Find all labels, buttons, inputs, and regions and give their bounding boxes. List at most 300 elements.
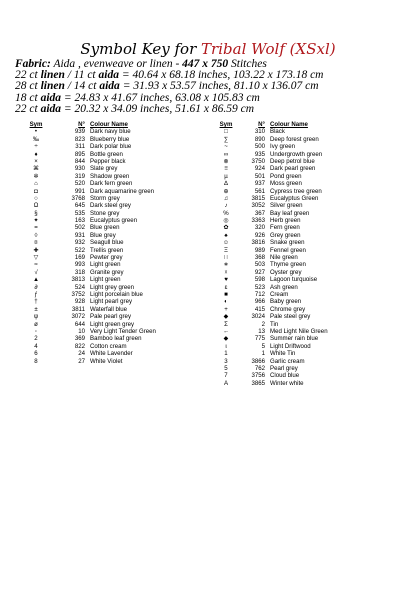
colour-name-cell: Undergrowth green [270, 150, 323, 158]
size-bold-2: aida [99, 80, 120, 93]
dmc-number-cell: 935 [254, 150, 265, 158]
table-row [14, 298, 200, 305]
num-header: N° [258, 121, 265, 128]
colour-name-cell: Light pearl grey [90, 298, 133, 306]
dmc-number-cell: 3816 [251, 239, 265, 247]
table-row [213, 328, 380, 335]
dmc-number-cell: 367 [254, 209, 265, 217]
dmc-number-cell: 535 [74, 209, 85, 217]
dmc-number-cell: 524 [74, 283, 85, 291]
dmc-number-cell: 311 [75, 143, 85, 151]
table-row [14, 350, 200, 357]
colour-name-cell: Pepper black [90, 157, 126, 165]
table-row [213, 165, 380, 172]
table-row [14, 232, 200, 239]
dmc-number-cell: 503 [254, 261, 265, 269]
dmc-number-cell: 13 [258, 327, 265, 335]
table-row [213, 180, 380, 187]
table-row [213, 210, 380, 217]
symbol-cell: ⊗ [223, 157, 229, 165]
symbol-cell: 8 [34, 357, 38, 365]
table-row [213, 313, 380, 320]
table-row [213, 188, 380, 195]
symbol-cell: √ [34, 268, 38, 276]
symbol-cell: ✦ [33, 217, 39, 225]
dmc-number-cell: 890 [254, 135, 265, 143]
symbol-cell: ○ [34, 194, 38, 202]
table-row [14, 343, 200, 350]
symbol-cell: ◐ [224, 298, 228, 306]
dmc-number-cell: 927 [254, 268, 265, 276]
table-row [213, 380, 380, 387]
symbol-cell: ι [225, 342, 227, 350]
colour-name-cell: Cypress tree green [270, 187, 322, 195]
dmc-number-cell: 844 [74, 157, 85, 165]
dmc-number-cell: 598 [254, 276, 265, 284]
dmc-number-cell: 368 [254, 254, 265, 262]
symbol-cell: ◊ [34, 231, 38, 239]
dmc-number-cell: 523 [254, 283, 265, 291]
dmc-number-cell: 3024 [251, 313, 265, 321]
dmc-number-cell: 932 [74, 239, 85, 247]
symbol-cell: ♫ [223, 194, 229, 202]
symbol-cell: Σ [224, 320, 228, 328]
dmc-number-cell: 502 [74, 224, 85, 232]
symbol-cell: ▽ [33, 254, 39, 262]
table-row [213, 254, 380, 261]
colour-name-cell: Cream [270, 290, 289, 298]
colour-name-cell: White Violet [90, 357, 123, 365]
colour-name-cell: Garlic cream [270, 357, 305, 365]
symbol-cell: ⊕ [223, 187, 229, 195]
symbol-cell: ◘ [34, 187, 38, 195]
size-prefix: 22 ct [15, 69, 41, 82]
symbol-cell: ⌘ [32, 165, 40, 173]
dmc-number-cell: 3813 [71, 276, 85, 284]
table-row [213, 232, 380, 239]
table-row [14, 188, 200, 195]
colour-name-cell: Deep petrol blue [270, 157, 315, 165]
symbol-cell: ∞ [223, 150, 229, 158]
colour-name-cell: Blue grey [90, 231, 116, 239]
size-bold-1: linen [40, 69, 65, 82]
symbol-cell: ■ [224, 290, 228, 298]
colour-name-cell: Deep forest green [270, 135, 319, 143]
colour-name-cell: Summer rain blue [270, 335, 319, 343]
symbol-cell: ƒ [34, 290, 38, 298]
dmc-number-cell: 991 [74, 187, 85, 195]
left-symbol-table [14, 121, 200, 365]
table-row [14, 158, 200, 165]
colour-name-cell: Light grey green [90, 283, 135, 291]
dmc-number-cell: 712 [254, 290, 265, 298]
colour-name-cell: Dark pearl green [270, 165, 316, 173]
symbol-cell: ♥ [224, 276, 228, 284]
table-row [14, 136, 200, 143]
dmc-number-cell: 762 [254, 364, 265, 372]
symbol-cell: 3 [224, 357, 228, 365]
size-rest: = 24.83 x 41.67 inches, 63.08 x 105.83 cm [61, 91, 260, 104]
dmc-number-cell: 501 [254, 172, 265, 180]
table-row [14, 335, 200, 342]
size-rest: = 20.32 x 34.09 inches, 51.61 x 86.59 cm [61, 102, 255, 115]
dmc-number-cell: 924 [254, 165, 265, 173]
colour-name-cell: Fennel green [270, 246, 306, 254]
table-row [213, 128, 380, 135]
symbol-cell: Ω [33, 202, 39, 210]
dmc-number-cell: 319 [74, 172, 85, 180]
size-bold-2: aida [98, 69, 119, 82]
dmc-number-cell: 522 [74, 246, 85, 254]
dmc-number-cell: 369 [74, 335, 85, 343]
table-row [213, 136, 380, 143]
dmc-number-cell: 966 [254, 298, 265, 306]
dmc-number-cell: 3752 [71, 290, 85, 298]
symbol-cell: ≡ [224, 165, 228, 173]
table-row [213, 173, 380, 180]
symbol-cell: ~ [224, 143, 228, 151]
colour-name-cell: Granite grey [90, 268, 124, 276]
symbol-cell: µ [224, 172, 228, 180]
colour-name-cell: Pale steel grey [270, 313, 311, 321]
symbol-cell: ♦ [34, 150, 38, 158]
colour-name-cell: Dark aquamarine green [90, 187, 155, 195]
symbol-cell: ☺ [222, 239, 230, 247]
symbol-cell: = [34, 224, 38, 232]
table-header [213, 121, 380, 128]
colour-name-cell: Silver green [270, 202, 303, 210]
table-row [14, 284, 200, 291]
size-bold-1: linen [40, 80, 65, 93]
colour-name-cell: Baby green [270, 298, 302, 306]
colour-name-cell: Dark polar blue [90, 143, 132, 151]
table-row [213, 261, 380, 268]
table-row [14, 239, 200, 246]
dmc-number-cell: 415 [254, 305, 265, 313]
dmc-number-cell: 3756 [251, 372, 265, 380]
colour-name-cell: Dark fern green [90, 180, 133, 188]
sym-header: Sym [219, 121, 233, 128]
size-bold-1: aida [40, 91, 62, 104]
dmc-number-cell: 561 [254, 187, 265, 195]
symbol-cell: ≈ [34, 261, 38, 269]
dmc-number-cell: 645 [74, 202, 85, 210]
dmc-number-cell: 3072 [71, 313, 85, 321]
dmc-number-cell: 930 [74, 165, 85, 173]
table-row [14, 321, 200, 328]
table-row [14, 291, 200, 298]
colour-name-cell: Blueberry blue [90, 135, 130, 143]
symbol-cell: % [223, 209, 229, 217]
table-row [14, 180, 200, 187]
dmc-number-cell: 3750 [251, 157, 265, 165]
table-row [14, 247, 200, 254]
colour-name-cell: Waterfall blue [90, 305, 128, 313]
dmc-number-cell: 10 [78, 327, 85, 335]
fabric-text: Aida , evenweave or linen - [53, 58, 183, 70]
colour-name-cell: Thyme green [270, 261, 306, 269]
size-prefix: 28 ct [15, 80, 41, 93]
symbol-cell: ✿ [223, 224, 229, 232]
symbol-cell: ∆ [224, 180, 228, 188]
colour-name-cell: Cloud blue [270, 372, 300, 380]
dmc-number-cell: 2 [261, 320, 265, 328]
colour-name-cell: Eucalyptus Green [270, 194, 319, 202]
table-row [213, 350, 380, 357]
colour-name-cell: Bamboo leaf green [90, 335, 142, 343]
symbol-cell: ✲ [33, 172, 39, 180]
dmc-number-cell: 520 [74, 180, 85, 188]
colour-name-cell: White Tin [270, 350, 296, 358]
size-prefix: 22 ct [15, 102, 41, 115]
colour-name-cell: Slate grey [90, 165, 118, 173]
symbol-cell: ∂ [34, 283, 38, 291]
dmc-number-cell: 3815 [251, 194, 265, 202]
symbol-cell: § [34, 209, 38, 217]
colour-name-cell: Pale pearl grey [90, 313, 131, 321]
dmc-number-cell: 169 [74, 254, 85, 262]
symbol-cell: ɛ [224, 283, 228, 291]
colour-name-cell: Dark steel grey [90, 202, 131, 210]
colour-name-cell: Winter white [270, 379, 304, 387]
table-row [213, 269, 380, 276]
table-row [14, 128, 200, 135]
symbol-cell: • [34, 128, 38, 136]
table-row [14, 210, 200, 217]
table-row [213, 151, 380, 158]
dmc-number-cell: 993 [74, 261, 85, 269]
symbol-cell: Ξ [224, 246, 228, 254]
colour-name-cell: Snake green [270, 239, 305, 247]
table-row [213, 306, 380, 313]
colour-name-cell: Nile green [270, 254, 298, 262]
table-row [14, 276, 200, 283]
table-row [14, 151, 200, 158]
size-bold-1: aida [40, 102, 62, 115]
sym-header: Sym [29, 121, 43, 128]
colour-name-cell: Moss green [270, 180, 302, 188]
symbol-cell: ← [222, 327, 230, 335]
table-header [14, 121, 200, 128]
size-mid: / 11 ct [64, 69, 99, 82]
symbol-cell: ⌂ [34, 180, 38, 188]
symbol-cell: ÷ [34, 143, 38, 151]
colour-name-cell: Storm grey [90, 194, 120, 202]
symbol-cell: 1 [224, 350, 228, 358]
symbol-cell: ◆ [223, 313, 229, 321]
table-row [213, 217, 380, 224]
table-row [14, 328, 200, 335]
dmc-number-cell: 928 [74, 298, 85, 306]
dmc-number-cell: 320 [254, 224, 265, 232]
dmc-number-cell: 500 [254, 143, 265, 151]
colour-name-cell: Stone grey [90, 209, 120, 217]
size-line [15, 104, 407, 115]
symbol-cell: ✚ [33, 246, 39, 254]
colour-name-cell: Herb green [270, 217, 301, 225]
name-header: Colour Name [90, 121, 128, 128]
table-row [213, 239, 380, 246]
colour-name-cell: Pond green [270, 172, 302, 180]
symbol-cell: + [224, 305, 228, 313]
dmc-number-cell: 931 [74, 231, 85, 239]
symbol-cell: † [34, 298, 38, 306]
table-row [213, 321, 380, 328]
colour-name-cell: Cotton cream [90, 342, 127, 350]
dmc-number-cell: 823 [74, 135, 85, 143]
colour-name-cell: Pearl grey [270, 364, 298, 372]
title-accent: Tribal Wolf (XSxl) [201, 40, 336, 58]
dmc-number-cell: 895 [74, 150, 85, 158]
size-rest: = 40.64 x 68.18 inches, 103.22 x 173.18 cm [118, 69, 324, 82]
fabric-suffix: Stitches [228, 58, 267, 70]
colour-name-cell: Very Light Tender Green [90, 327, 156, 335]
dmc-number-cell: 939 [74, 128, 85, 136]
table-row [213, 284, 380, 291]
table-row [14, 224, 200, 231]
symbol-cell: × [34, 157, 38, 165]
symbol-cell: ♠ [224, 231, 228, 239]
fabric-specs [15, 59, 407, 115]
colour-name-cell: Blue green [90, 224, 120, 232]
table-row [14, 313, 200, 320]
colour-name-cell: Trellis green [90, 246, 124, 254]
dmc-number-cell: 27 [78, 357, 85, 365]
table-row [213, 291, 380, 298]
colour-name-cell: Light Driftwood [270, 342, 311, 350]
symbol-cell: 2 [34, 335, 38, 343]
colour-name-cell: Bay leaf green [270, 209, 310, 217]
symbol-cell: ☓ [224, 268, 228, 276]
size-prefix: 18 ct [15, 91, 41, 104]
colour-name-cell: Grey green [270, 231, 301, 239]
size-mid: / 14 ct [64, 80, 100, 93]
colour-name-cell: Pewter grey [90, 254, 123, 262]
dmc-number-cell: 163 [74, 217, 85, 225]
colour-name-cell: Light green grey [90, 320, 135, 328]
table-row [213, 247, 380, 254]
symbol-cell: A [223, 379, 229, 387]
dmc-number-cell: 937 [254, 180, 265, 188]
table-row [14, 261, 200, 268]
right-symbol-table [213, 121, 380, 387]
table-row [213, 358, 380, 365]
colour-name-cell: Eucalyptus green [90, 217, 138, 225]
colour-name-cell: Seagull blue [90, 239, 124, 247]
table-row [14, 358, 200, 365]
symbol-cell: ∗ [223, 261, 229, 269]
table-row [14, 195, 200, 202]
dmc-number-cell: 310 [254, 128, 265, 136]
page-title [0, 40, 416, 58]
symbol-cell: ◎ [223, 217, 229, 225]
table-row [14, 306, 200, 313]
table-row [213, 372, 380, 379]
colour-name-cell: White Lavender [90, 350, 133, 358]
symbol-cell: 4 [34, 342, 38, 350]
dmc-number-cell: 3768 [71, 194, 85, 202]
table-row [14, 143, 200, 150]
fabric-label: Fabric: [15, 58, 51, 70]
colour-name-cell: Tin [270, 320, 279, 328]
dmc-number-cell: 822 [74, 342, 85, 350]
dmc-number-cell: 24 [78, 350, 85, 358]
dmc-number-cell: 3865 [251, 379, 265, 387]
table-row [213, 158, 380, 165]
dmc-number-cell: 1 [261, 350, 265, 358]
colour-name-cell: Ivy green [270, 143, 296, 151]
symbol-cell: 6 [34, 350, 38, 358]
colour-name-cell: Ash green [270, 283, 298, 291]
table-row [213, 143, 380, 150]
symbol-cell: ◦ [34, 327, 38, 335]
table-row [14, 202, 200, 209]
colour-name-cell: Light green [90, 261, 121, 269]
table-row [213, 195, 380, 202]
colour-name-cell: Lagoon turquoise [270, 276, 318, 284]
table-row [14, 269, 200, 276]
dmc-number-cell: 775 [254, 335, 265, 343]
num-header: N° [78, 121, 85, 128]
symbol-cell: 5 [224, 364, 228, 372]
dmc-number-cell: 3363 [251, 217, 265, 225]
size-lines [15, 70, 407, 115]
fabric-stitches: 447 x 750 [182, 58, 229, 70]
dmc-number-cell: 3811 [71, 305, 85, 313]
symbol-cell: ∑ [223, 135, 229, 143]
colour-name-cell: Chrome grey [270, 305, 306, 313]
colour-name-cell: Light green [90, 276, 121, 284]
symbol-cell: ‰ [32, 135, 40, 143]
dmc-number-cell: 989 [254, 246, 265, 254]
symbol-cell: ¤ [34, 239, 38, 247]
table-row [14, 173, 200, 180]
colour-name-cell: Oyster grey [270, 268, 302, 276]
colour-name-cell: Med Light Nile Green [270, 327, 328, 335]
symbol-cell: ± [34, 305, 38, 313]
colour-name-cell: Shadow green [90, 172, 130, 180]
colour-name-cell: Dark navy blue [90, 128, 131, 136]
dmc-number-cell: 3866 [251, 357, 265, 365]
colour-name-cell: Fern green [270, 224, 300, 232]
symbol-cell: ψ [33, 313, 39, 321]
symbol-cell: ♪ [224, 202, 228, 210]
table-row [213, 224, 380, 231]
dmc-number-cell: 926 [254, 231, 265, 239]
symbol-cell: ø [34, 320, 38, 328]
table-row [14, 254, 200, 261]
table-row [14, 217, 200, 224]
colour-name-cell: Black [270, 128, 285, 136]
size-rest: = 31.93 x 53.57 inches, 81.10 x 136.07 cm [119, 80, 319, 93]
table-row [213, 365, 380, 372]
symbol-cell: ◆ [223, 335, 229, 343]
dmc-number-cell: 644 [74, 320, 85, 328]
symbol-cell: 7 [224, 372, 228, 380]
symbol-cell: ∷ [224, 254, 228, 262]
table-row [14, 165, 200, 172]
dmc-number-cell: 318 [74, 268, 85, 276]
dmc-number-cell: 3052 [251, 202, 265, 210]
dmc-number-cell: 5 [261, 342, 265, 350]
table-row [213, 276, 380, 283]
title-prefix: Symbol Key for [80, 40, 197, 58]
table-row [213, 202, 380, 209]
name-header: Colour Name [270, 121, 308, 128]
table-row [213, 343, 380, 350]
symbol-cell: □ [224, 128, 228, 136]
colour-name-cell: Light porcelain blue [90, 290, 143, 298]
